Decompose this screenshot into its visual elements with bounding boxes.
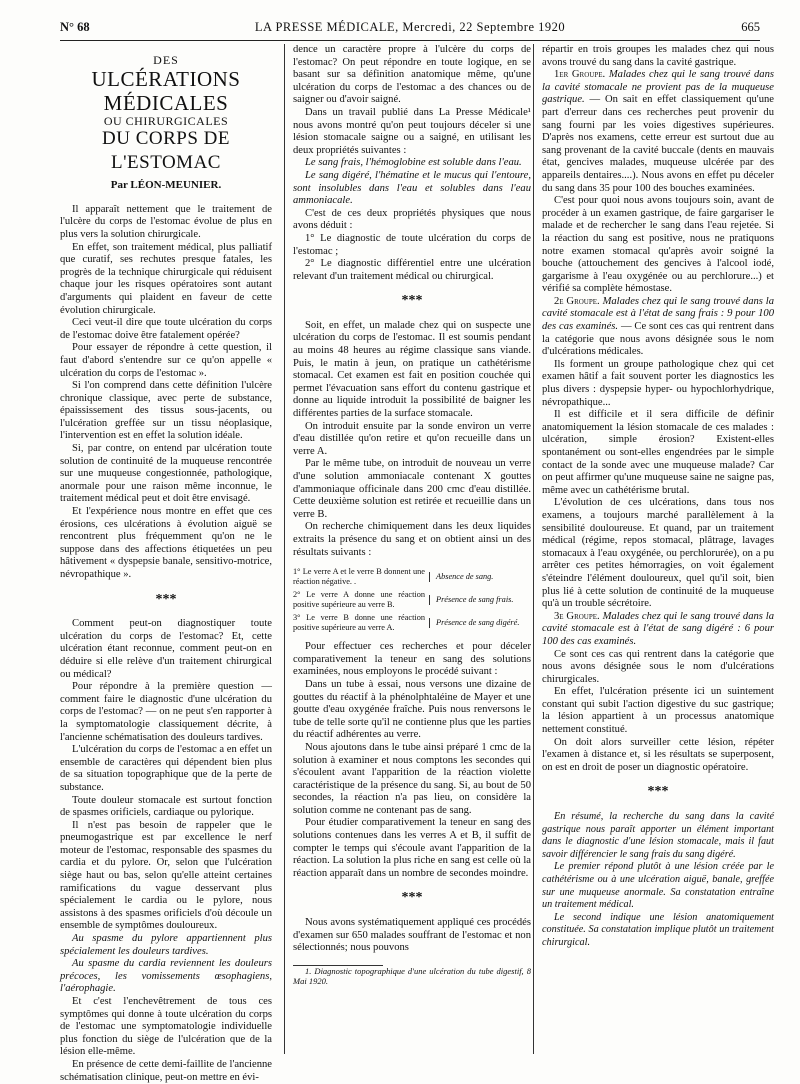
paragraph: Si l'on comprend dans cette définition l'ulcère chronique classique, avec perte de substance, épaississement des tissus sous-jacents, ou l'ulcération greffée sur un tissu néoplasique, l'intervention est en effet la solution idéale. [60,380,272,442]
journal-title-date: LA PRESSE MÉDICALE, Mercredi, 22 Septembre 1920 [254,20,566,34]
result-row [293,613,531,633]
section-separator: *** [401,293,423,309]
paragraph: Pour effectuer ces recherches et pour déceler comparativement la teneur en sang des solutions examinées, nous employons le procédé suivant : [293,641,531,678]
article-author: Par LÉON-MEUNIER. [110,179,222,192]
paragraph: 1° Le diagnostic de toute ulcération du corps de l'estomac ; [293,232,531,257]
conclusion [542,811,774,950]
paragraph: Ceci veut-il dire que toute ulcération du corps de l'estomac doive être fatalement opérée? [60,317,272,341]
footnote: 1. Diagnostic topographique d'une ulcération du tube digestif, 8 Mai 1920. [293,965,531,986]
group-2-text: — Ce sont ces cas qui rentrent dans la catégorie que nous avons désignée sous le nom d'ulcérations médicales. [542,321,774,358]
paragraph: L'ulcération du corps de l'estomac a en effet un ensemble de caractères qui dépendent bien plus de sa situation topographique que de la perte de substance. [60,744,272,793]
result-outcome: Présence de sang digéré. [429,618,531,628]
paragraph: Le sang digéré, l'hématine et le mucus qui l'entoure, sont insolubles dans l'eau et solubles dans l'eau ammoniacale. [293,169,531,207]
paragraph: Par le même tube, on introduit de nouveau un verre d'une solution ammoniacale contenant X gouttes d'ammoniaque officinale dans 200 cmc d'eau distillée. Cette deuxième solution est retirée et recueillie dans un verre B. [293,458,531,520]
column-3 [533,44,774,1054]
section-separator: *** [647,784,669,800]
paragraph: Dans un tube à essai, nous versons une dizaine de gouttes du réactif à la phénolphtaléine de Mayer et une goutte d'eau oxygénée fraîche. Puis nous renversons le tube de telle sorte qu'il ne contienne plus que les parties du réactif adhérentes au verre. [293,678,531,741]
paragraph: Il n'est pas besoin de rappeler que le pneumogastrique est par excellence le nerf moteur de l'estomac, responsable des spasmes du cardia et du pylore. Or, selon que l'ulcération siège haut ou bas, selon qu'elle atteint certaines ramifications du vague desservant plus spécialement le cardia ou le pylore, nous assistons à des spasmes orificiels d'où découle un ensemble de symptômes douloureux. [60,819,272,932]
result-condition: 1° Le verre A et le verre B donnent une réaction négative. . [293,567,425,587]
group-3-paragraph [542,611,774,649]
paragraph: En effet, l'ulcération présente ici un suintement constant qui subit l'action digestive du suc gastrique; la lésion appartient à un processus anatomique nettement constitué. [542,686,774,736]
section-separator: *** [155,591,177,607]
paragraph: Ce sont ces cas qui rentrent dans la catégorie que nous avons désignée sous le nom d'ulcérations chirurgicales. [542,648,774,685]
paragraph: Nous avons systématiquement appliqué ces procédés d'examen sur 650 malades souffrant de l'estomac et non sélectionnés; nous pouvons [293,917,531,954]
section-separator: *** [401,890,423,906]
column-2 [284,44,531,1054]
group-1-heading: 1er Groupe. [554,69,606,81]
conclusion-paragraph: Le premier répond plutôt à une lésion créée par le cathétérisme ou à une ulcération aiguë, banale, greffée sur une muqueuse anormale. Sa constatation entraîne un traitement médical. [542,861,774,911]
results-table [293,567,531,633]
group-2-heading: 2e Groupe. [554,295,600,307]
result-row [293,590,531,610]
column-1 [60,44,272,1084]
paragraph: L'évolution de ces ulcérations, dans tous nos examens, a toujours marché parallèlement à la sensibilité douloureuse. Et quand, par un traitement médical (régime, repos stomacal, plâtrage, lavages stomacaux à l'eau oxygénée, ou perchlorurée), on a pu arrêter ces petites hémorragies, on voit également s'éteindre l'élément douloureux, quel qu'il soit, bien plus lié à cette solution de continuité de la muqueuse qu'à un trouble sécrétoire. [542,497,774,610]
group-2-description: Malades chez qui le sang trouvé dans la cavité stomacale est à l'état de sang frais : 9 pour 100 des cas examinés. [542,295,775,333]
paragraph: Pour étudier comparativement la teneur en sang des solutions contenues dans les verres A et B, il suffit de compter le temps qui s'écoule avant l'apparition de la réaction. La solution la plus riche en sang est celle où la réaction apparaît dans un nombre de secondes moindre. [293,817,531,879]
group-1-text: — On sait en effet classiquement qu'une part d'erreur dans ces recherches peut provenir du sang fourni par les voies digestives supérieures. D'après nos examens, cette erreur est surtout due au sang provenant de la cavité buccale (dents en mauvais état, gencives malades, muqueuse ulcérée par des appareils dentaires....). Nous avons en effet pu déceler du sang dans 35 pour 100 des bouches examinées. [542,94,774,194]
result-condition: 3° Le verre B donne une réaction positive supérieure au verre A. [293,613,425,633]
result-outcome: Absence de sang. [429,572,531,582]
paragraph: Au spasme du cardia reviennent les douleurs précoces, les vomissements œsophagiens, l'aérophagie. [60,958,272,995]
paragraph: Le sang frais, l'hémoglobine est soluble dans l'eau. [305,157,522,169]
article-title: ULCÉRATIONS MÉDICALES [91,66,241,115]
paragraph: On introduit ensuite par la sonde environ un verre d'eau distillée qu'on retire et qu'on recueille dans un verre A. [293,420,531,457]
paragraph: Soit, en effet, un malade chez qui on suspecte une ulcération du corps de l'estomac. Il est soumis pendant au moins 48 heures au régime classique sans viande. Puis, le matin à jeun, on pratique un cathétérisme stomacal. Cet examen est fait en position couchée qui permet l'évacuation sans effort du contenu gastrique et donne au liquide introduit la possibilité de baigner les différentes parties de la surface stomacale. [293,319,531,420]
result-outcome: Présence de sang frais. [429,595,531,605]
group-1-paragraph [542,69,774,195]
paragraph: 2° Le diagnostic différentiel entre une ulcération relevant d'un traitement médical ou chirurgical. [293,258,531,282]
paragraph: Toute douleur stomacale est surtout fonction de spasmes orificiels, cardiaque ou pylorique. [60,794,272,819]
paragraph: C'est pour quoi nous avons toujours soin, avant de procéder à un examen gastrique, de faire gargariser le malade et de rechercher le sang dans l'eau rejetée. Si la réaction du sang est positive, nous ne pratiquons notre examen stomacal qu'après avoir soigné la bouche (attouchement des gencives à l'alcool iodé, gargarisme à l'eau oxygénée ou au perchlorure...) et vérifié sa complète hémostase. [542,195,774,295]
paragraph: Et l'expérience nous montre en effet que ces érosions, ces ulcérations à évolution aiguë se rencontrent plus fréquemment qu'on ne le suppose dans des affections étiquetées un peu hâtivement « dyspepsie banale, sensitivo-motrice, névropathique ». [60,506,272,580]
paragraph: Pour essayer de répondre à cette question, il faut d'abord s'entendre sur ce qu'on appelle « ulcération du corps de l'estomac ». [60,342,272,379]
page-header [60,18,760,41]
paragraph: dence un caractère propre à l'ulcère du corps de l'estomac? On peut répondre en toute logique, en se basant sur sa définition anatomique même, qu'une ulcération du corps de l'estomac a des chances ou de saigner ou d'avoir saigné. [293,44,531,106]
title-des: DES [153,53,179,67]
paragraph: Pour répondre à la première question — comment faire le diagnostic d'une ulcération du corps de l'estomac? — on ne peut s'en rapporter à la symptomatologie classiquement décrite, à l'ancienne schématisation des douleurs tardives. [60,681,272,743]
group-3-heading: 3e Groupe. [554,610,600,622]
paragraph: Il apparaît nettement que le traitement de l'ulcère du corps de l'estomac évolue de plus en plus vers la solution chirurgicale. [60,203,272,240]
group-3-description: Malades chez qui le sang trouvé dans la cavité stomacale est à l'état de sang digéré : 6 pour 100 des cas examinés. [542,610,775,647]
paragraph: On doit alors surveiller cette lésion, répéter l'examen à distance et, si les résultats se superposent, on est en droit de poser un diagnostic opératoire. [542,736,774,773]
conclusion-paragraph: En résumé, la recherche du sang dans la cavité gastrique nous paraît apporter un élément important dans le diagnostic d'une lésion stomacale, mais il faut savoir différencier le sang frais du sang digéré. [542,811,774,860]
conclusion-paragraph: Le second indique une lésion anatomiquement constituée. Sa constatation implique plutôt un traitement chirurgical. [542,911,774,948]
page-number: 665 [741,20,760,34]
result-row [293,567,531,587]
paragraph: Au spasme du pylore appartiennent plus spécialement les douleurs tardives. [60,933,272,957]
paragraph: C'est de ces deux propriétés physiques que nous avons déduit : [293,207,531,232]
paragraph: Et c'est l'enchevêtrement de tous ces symptômes qui donne à toute ulcération du corps de l'estomac une symptomatologie individuelle plus fonction du siège de l'ulcération que de la lésion elle-même. [60,996,272,1058]
article-title-2: DU CORPS DE L'ESTOMAC [102,128,230,174]
paragraph: répartir en trois groupes les malades chez qui nous avons trouvé du sang dans la cavité gastrique. [542,44,774,68]
paragraph: On recherche chimiquement dans les deux liquides extraits la présence du sang et on obtient ainsi un des résultats suivants : [293,521,531,558]
article-title-block [60,54,272,192]
group-1-description: Malades chez qui le sang trouvé dans la cavité stomacale ne provient pas de la muqueuse gastrique. [542,69,774,106]
result-condition: 2° Le verre A donne une réaction positive supérieure au verre B. [293,590,425,610]
paragraph: Si, par contre, on entend par ulcération toute solution de continuité de la muqueuse rencontrée sur une muqueuse congestionnée, pathologique, anormale pour une raison même inconnue, le traitement médical peut et doit être envisagé. [60,443,272,505]
paragraph: Ils forment un groupe pathologique chez qui cet examen hâtif a fait souvent porter les diagnostics les plus divers : dyspepsie hyper- ou hypochlorhydrique, névropathique... [542,358,774,408]
paragraph: En présence de cette demi-faillite de l'ancienne schématisation clinique, peut-on mettre en évi- [60,1058,272,1083]
issue-number: N° 68 [60,20,90,34]
group-2-paragraph [542,296,774,359]
paragraph: Il est difficile et il sera difficile de définir anatomiquement la lésion stomacale de ces malades : ulcération, simple érosion? Existent-elles spontanément ou sont-elles engendrées par le simple contact de la sonde avec une muqueuse malade? Car on peut affirmer qu'une muqueuse saine ne saigne pas, même avec un cathétérisme brutal. [542,409,774,496]
paragraph: Nous ajoutons dans le tube ainsi préparé 1 cmc de la solution à examiner et nous comptons les secondes qui s'écoulent avant l'apparition de la réaction violette caractéristique de la présence du sang. Si, au bout de 50 secondes, la réaction n'a pas lieu, on considère la solution comme ne contenant pas de sang. [293,741,531,816]
paragraph: En effet, son traitement médical, plus palliatif que curatif, ses rechutes presque fatales, les progrès de la technique chirurgicale qui réduisent chaque jour les risques opératoires sont autant d'arguments qui plaident en faveur de cette évolution chirurgicale. [60,241,272,316]
paragraph: Dans un travail publié dans La Presse Médicale¹ nous avons montré qu'on peut toujours déceler si une lésion stomacale saigne ou a saigné, en utilisant les deux propriétés suivantes : [293,106,531,156]
paragraph: Comment peut-on diagnostiquer toute ulcération du corps de l'estomac? Et, cette ulcération étant reconnue, comment peut-on en déduire si elle relève d'un traitement chirurgical ou médical? [60,618,272,680]
article-subtitle: OU CHIRURGICALES [103,113,229,128]
